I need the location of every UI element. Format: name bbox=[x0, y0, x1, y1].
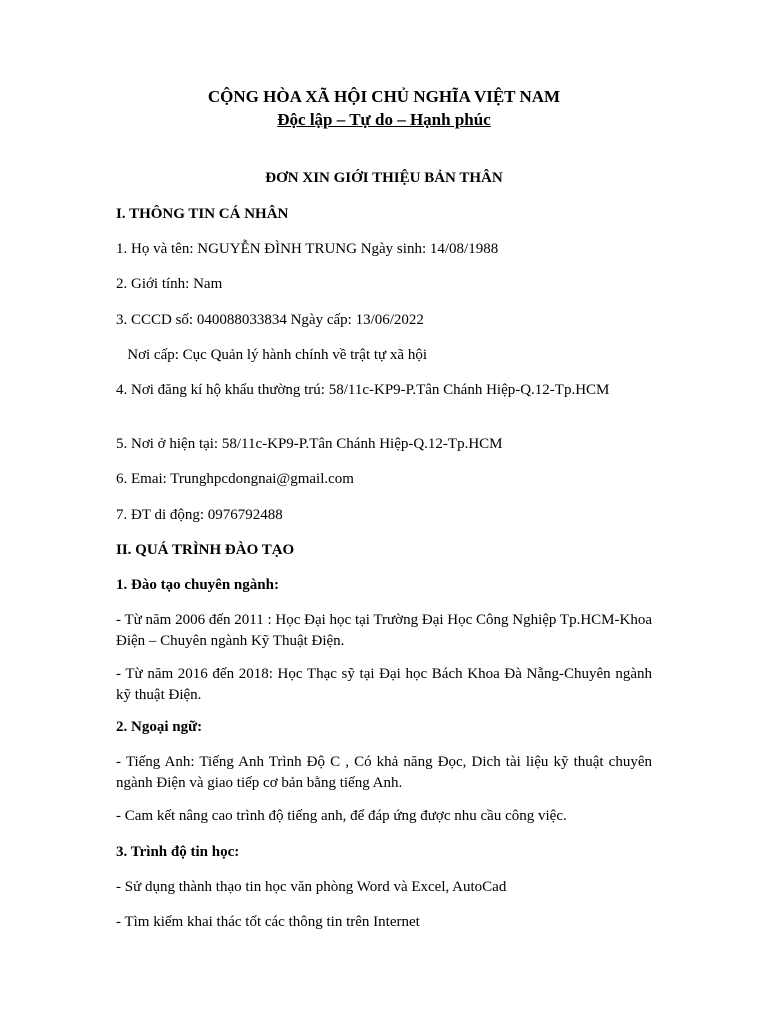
computer-item-internet: - Tìm kiếm khai thác tốt các thông tin trên Internet bbox=[116, 914, 420, 930]
language-item-commitment: - Cam kết nâng cao trình độ tiếng anh, để đáp ứng được nhu cầu công việc. bbox=[116, 808, 567, 824]
subheading-foreign-language: 2. Ngoại ngữ: bbox=[116, 719, 203, 735]
computer-item-office: - Sử dụng thành thạo tin học văn phòng Word và Excel, AutoCad bbox=[116, 879, 507, 895]
training-item-masters: - Từ năm 2016 đến 2018: Học Thạc sỹ tại Đại học Bách Khoa Đà Nẵng-Chuyên ngành kỹ thuật Điện. bbox=[116, 666, 652, 703]
info-email: 6. Emai: Trunghpcdongnai@gmail.com bbox=[116, 471, 354, 487]
info-issuing-place: Nơi cấp: Cục Quản lý hành chính về trật tự xã hội bbox=[116, 347, 427, 363]
subheading-computer-skills: 3. Trình độ tin học: bbox=[116, 844, 240, 860]
section-heading-personal-info: I. THÔNG TIN CÁ NHÂN bbox=[116, 206, 289, 222]
motto bbox=[116, 109, 652, 130]
info-id-card: 3. CCCD số: 040088033834 Ngày cấp: 13/06/2022 bbox=[116, 312, 424, 328]
document-title: ĐƠN XIN GIỚI THIỆU BẢN THÂN bbox=[265, 170, 503, 186]
info-permanent-address: 4. Nơi đăng kí hộ khẩu thường trú: 58/11c-KP9-P.Tân Chánh Hiệp-Q.12-Tp.HCM bbox=[116, 382, 610, 398]
motto-text: Độc lập – Tự do – Hạnh phúc bbox=[277, 110, 491, 129]
subheading-specialized-training: 1. Đào tạo chuyên ngành: bbox=[116, 577, 279, 593]
training-item-university: - Từ năm 2006 đến 2011 : Học Đại học tại Trường Đại Học Công Nghiệp Tp.HCM-Khoa Điện – Chuyên ngành Kỹ Thuật Điện. bbox=[116, 612, 652, 649]
language-item-english: - Tiếng Anh: Tiếng Anh Trình Độ C , Có khả năng Đọc, Dich tài liệu kỹ thuật chuyên ngành Điện và giao tiếp cơ bản bằng tiếng Anh. bbox=[116, 754, 652, 791]
info-current-address: 5. Nơi ở hiện tại: 58/11c-KP9-P.Tân Chánh Hiệp-Q.12-Tp.HCM bbox=[116, 436, 503, 452]
national-title: CỘNG HÒA XÃ HỘI CHỦ NGHĨA VIỆT NAM bbox=[207, 87, 561, 106]
info-phone: 7. ĐT di động: 0976792488 bbox=[116, 507, 283, 523]
section-heading-education: II. QUÁ TRÌNH ĐÀO TẠO bbox=[116, 542, 295, 558]
info-name-birthdate: 1. Họ và tên: NGUYỄN ĐÌNH TRUNG Ngày sinh: 14/08/1988 bbox=[116, 241, 499, 257]
info-gender: 2. Giới tính: Nam bbox=[116, 276, 223, 292]
document-page bbox=[116, 0, 652, 1024]
